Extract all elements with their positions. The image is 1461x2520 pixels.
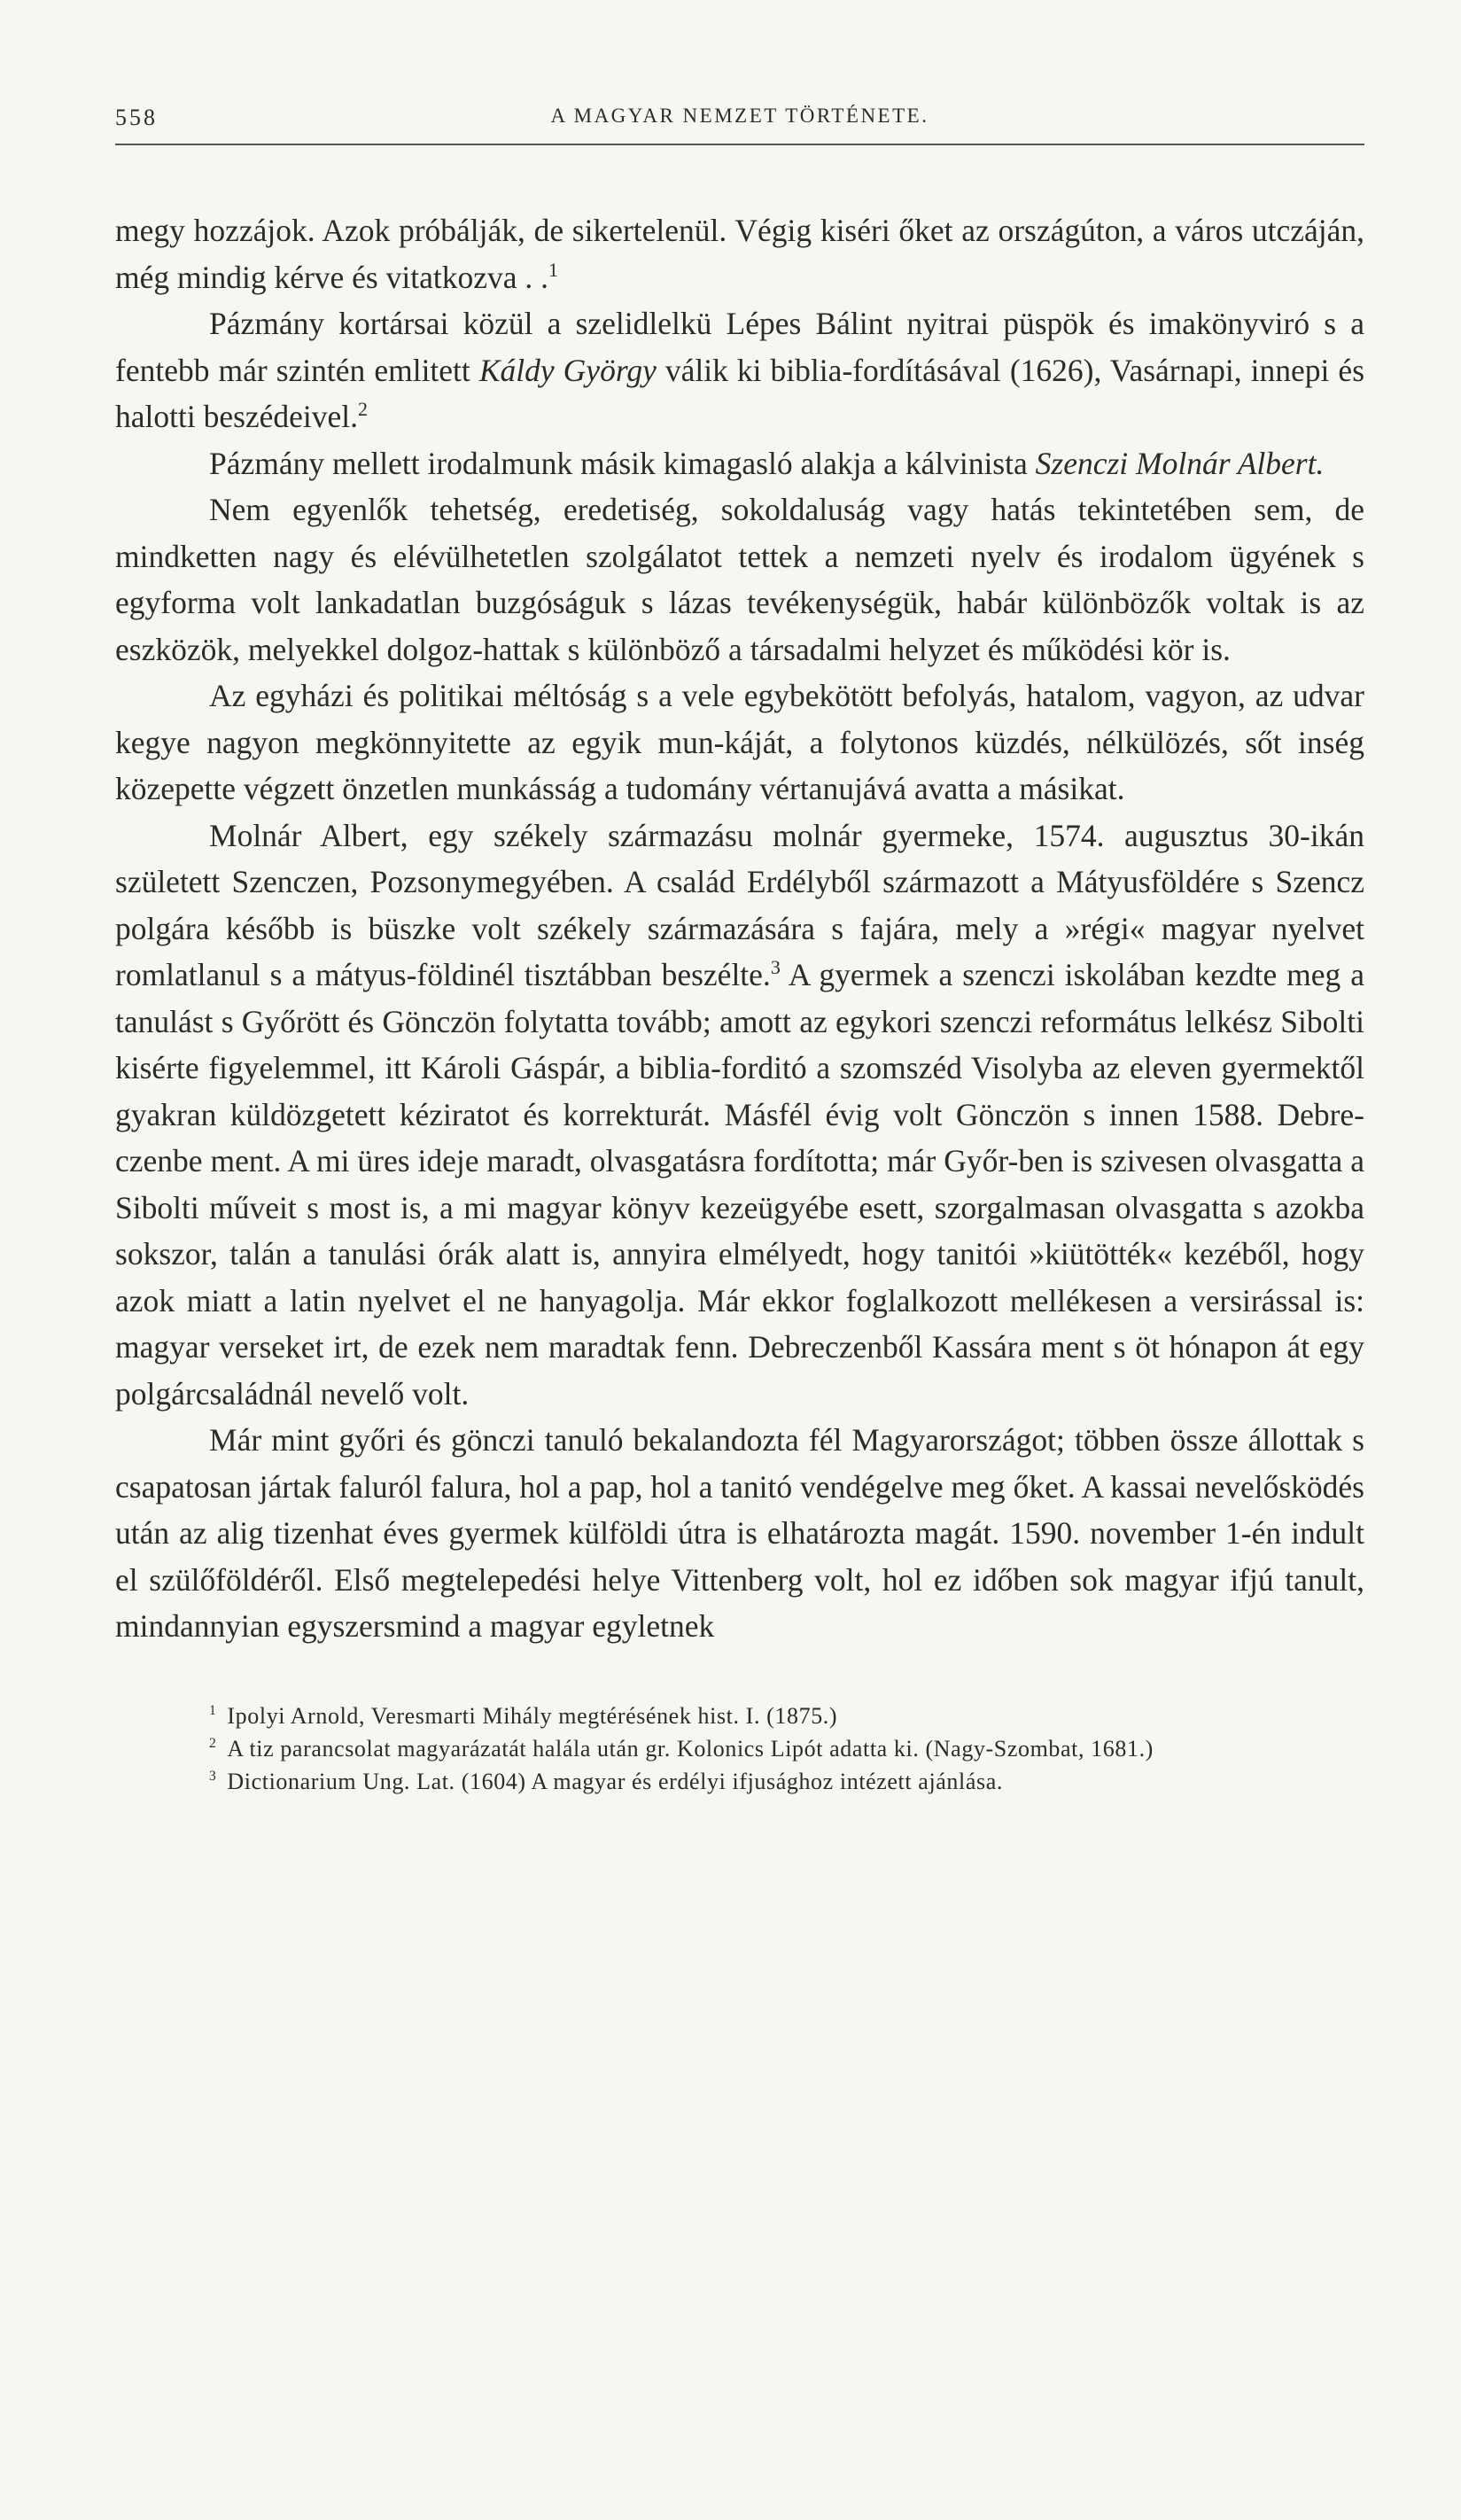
paragraph [115,300,1364,440]
running-title: A MAGYAR NEMZET TÖRTÉNETE. [550,105,929,127]
text-run: Pázmány mellett irodalmunk másik kimagasló alakja a kálvinista [209,445,1036,481]
text-run: válik ki biblia-fordításával (1626), Vasárnapi, innepi és halotti beszédeivel. [115,352,1365,434]
page-header [115,97,1364,145]
footnote-text: A tiz parancsolat magyarázatát halála után gr. Kolonics Lipót adatta ki. (Nagy-Szombat, 1681.) [227,1735,1154,1762]
footnote [115,1732,1364,1765]
footnote-mark: 1 [209,1702,217,1718]
footnote-ref: 3 [770,956,781,979]
footnote-ref: 1 [548,258,558,281]
text-run: Nem egyenlők tehetség, eredetiség, sokoldaluság vagy hatás tekintetében sem, de mindketten nagy és elévülhetetlen szolgálatot tettek a nemzeti nyelv és irodalom ügyének s egyforma volt lankadatlan buzgóságuk s lázas tevékenységük, habár különbözők voltak is az eszközök, melyekkel dolgoz-hattak s különböző a társadalmi helyzet és működési kör is. [115,492,1364,667]
paragraph [115,207,1364,300]
text-run: Molnár Albert, egy székely származásu molnár gyermeke, 1574. augusztus 30-ikán született Szenczen, Pozsonymegyében. A család Erdélyből származott a Mátyusföldére s Szencz polgára később is büszke volt székely származására s fajára, mely a »régi« magyar nyelvet romlatlanul s a mátyus-földinél tisztábban beszélte. [115,817,1364,992]
text-run: megy hozzájok. Azok próbálják, de sikertelenül. Végig kiséri őket az országúton, a város utczáján, még mindig kérve és vitatkozva . . [115,213,1364,295]
text-run: Már mint győri és gönczi tanuló bekalandozta fél Magyarországot; többen össze állottak s csapatosan jártak faluról falura, hol a pap, hol a tanitó vendégelve meg őket. A kassai nevelősködés után az alig tizenhat éves gyermek külföldi útra is elhatározta magát. 1590. november 1-én indult el szülőföldéről. Első megtelepedési helye Vittenberg volt, hol ez időben sok magyar ifjú tanult, mindannyian egyszersmind a magyar egyletnek [115,1422,1364,1644]
footnote-text: Dictionarium Ung. Lat. (1604) A magyar és erdélyi ifjusághoz intézett ajánlása. [227,1768,1003,1794]
italic-name: Káldy György [478,352,657,388]
italic-name: Szenczi Molnár Albert. [1035,445,1325,481]
paragraph [115,1417,1364,1650]
text-run: Az egyházi és politikai méltóság s a vele egybekötött befolyás, hatalom, vagyon, az udvar kegye nagyon megkönnyitette az egyik mun-káját, a folytonos küzdés, nélkülözés, sőt inség közepette végzett önzetlen munkásság a tudomány vértanujává avatta a másikat. [115,678,1364,806]
footnote-mark: 2 [209,1735,217,1751]
footnote-ref: 2 [358,398,369,421]
text-run: Pázmány kortársai közül a szelidlelkü Lépes Bálint nyitrai püspök és imakönyviró s a fentebb már szintén emlitett [115,306,1364,388]
footnotes [115,1699,1364,1798]
paragraph [115,813,1364,1418]
paragraph [115,440,1364,487]
footnote-text: Ipolyi Arnold, Veresmarti Mihály megtérésének hist. I. (1875.) [227,1702,838,1729]
text-run: A gyermek a szenczi iskolában kezdte meg a tanulást s Győrött és Gönczön folytatta tovább; amott az egykori szenczi református lelkész Sibolti kisérte figyelemmel, itt Károli Gáspár, a biblia-forditó a szomszéd Visolyba az eleven gyermektől gyakran küldözgetett kéziratot és korrekturát. Másfél évig volt Gönczön s innen 1588. Debre-czenbe ment. A mi üres ideje maradt, olvasgatásra fordította; már Győr-ben is szivesen olvasgatta a Sibolti műveit s most is, a mi magyar könyv kezeügyébe esett, szorgalmasan olvasgatta s azokba sokszor, talán a tanulási órák alatt is, annyira elmélyedt, hogy tanitói »kiütötték« kezéből, hogy azok miatt a latin nyelvet el ne hanyagolja. Már ekkor foglalkozott mellékesen a versirással is: magyar verseket irt, de ezek nem maradtak fenn. Debreczenből Kassára ment s öt hónapon át egy polgárcsaládnál nevelő volt. [115,957,1364,1412]
body-text [115,207,1364,1650]
paragraph [115,486,1364,673]
footnote [115,1699,1364,1732]
paragraph [115,673,1364,813]
footnote [115,1765,1364,1798]
page-number: 558 [115,105,158,130]
footnote-mark: 3 [209,1768,217,1784]
book-page [115,97,1364,1798]
